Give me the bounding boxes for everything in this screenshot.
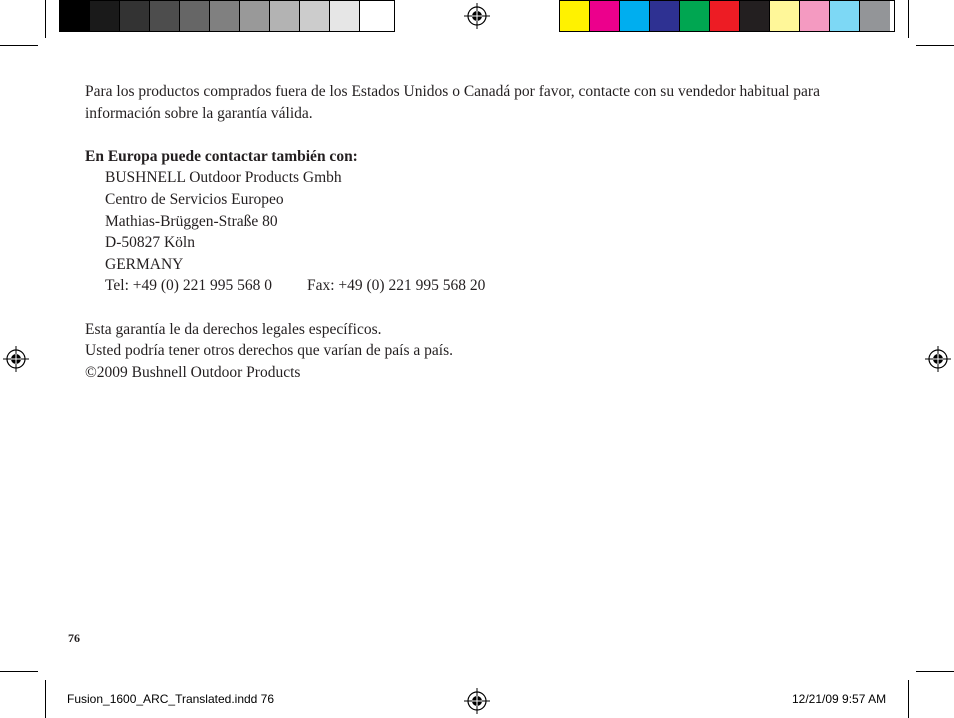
color-swatch xyxy=(650,1,680,31)
color-swatch xyxy=(120,1,150,31)
crop-mark-top-left-vertical xyxy=(45,0,46,38)
color-swatch xyxy=(360,1,390,31)
color-swatch xyxy=(210,1,240,31)
slug-date-time: 12/21/09 9:57 AM xyxy=(792,692,887,706)
crop-mark-bottom-right-vertical xyxy=(908,680,909,718)
color-swatch xyxy=(830,1,860,31)
tel-number: Tel: +49 (0) 221 995 568 0 xyxy=(105,277,272,295)
color-swatch xyxy=(680,1,710,31)
copyright: ©2009 Bushnell Outdoor Products xyxy=(85,363,301,381)
registration-mark-icon xyxy=(3,346,29,372)
color-swatch xyxy=(180,1,210,31)
color-swatch xyxy=(270,1,300,31)
color-swatch xyxy=(330,1,360,31)
intro-line: información sobre la garantía válida. xyxy=(85,104,313,122)
registration-mark-icon xyxy=(464,3,490,29)
address-line: Centro de Servicios Europeo xyxy=(105,190,284,208)
crop-mark-bottom-left-vertical xyxy=(45,680,46,718)
color-swatch xyxy=(560,1,590,31)
color-swatch xyxy=(740,1,770,31)
gray-swatch-bar xyxy=(59,0,395,32)
color-swatch xyxy=(150,1,180,31)
crop-mark-top-right-vertical xyxy=(908,0,909,38)
color-swatch xyxy=(860,1,890,31)
color-swatch xyxy=(770,1,800,31)
contact-line xyxy=(85,275,885,297)
registration-mark-icon xyxy=(464,688,490,714)
address-line: BUSHNELL Outdoor Products Gmbh xyxy=(105,169,342,187)
europe-heading: En Europa puede contactar también con: xyxy=(85,147,358,165)
address-line: Mathias-Brüggen-Straße 80 xyxy=(105,212,278,230)
crop-mark-top-right-horizontal xyxy=(916,45,954,46)
color-swatch xyxy=(300,1,330,31)
color-swatch xyxy=(240,1,270,31)
color-swatch xyxy=(710,1,740,31)
color-swatch xyxy=(800,1,830,31)
address-line: GERMANY xyxy=(105,255,184,273)
crop-mark-top-left-horizontal xyxy=(0,45,38,46)
crop-mark-bottom-left-horizontal xyxy=(0,671,38,672)
warranty-line: Usted podría tener otros derechos que varían de país a país. xyxy=(85,342,453,360)
page-number: 76 xyxy=(68,631,80,645)
intro-line: Para los productos comprados fuera de los Estados Unidos o Canadá por favor, contacte con su vendedor habitual para xyxy=(85,83,820,100)
color-swatch-bar xyxy=(559,0,895,32)
color-swatch xyxy=(620,1,650,31)
color-swatch xyxy=(90,1,120,31)
crop-mark-bottom-right-horizontal xyxy=(916,671,954,672)
page-body xyxy=(85,81,885,383)
slug-file-name: Fusion_1600_ARC_Translated.indd 76 xyxy=(67,692,275,706)
color-swatch xyxy=(60,1,90,31)
color-swatch xyxy=(590,1,620,31)
warranty-line: Esta garantía le da derechos legales específicos. xyxy=(85,320,382,338)
address-line: D-50827 Köln xyxy=(105,234,195,252)
registration-mark-icon xyxy=(925,346,951,372)
fax-number: Fax: +49 (0) 221 995 568 20 xyxy=(306,277,486,295)
